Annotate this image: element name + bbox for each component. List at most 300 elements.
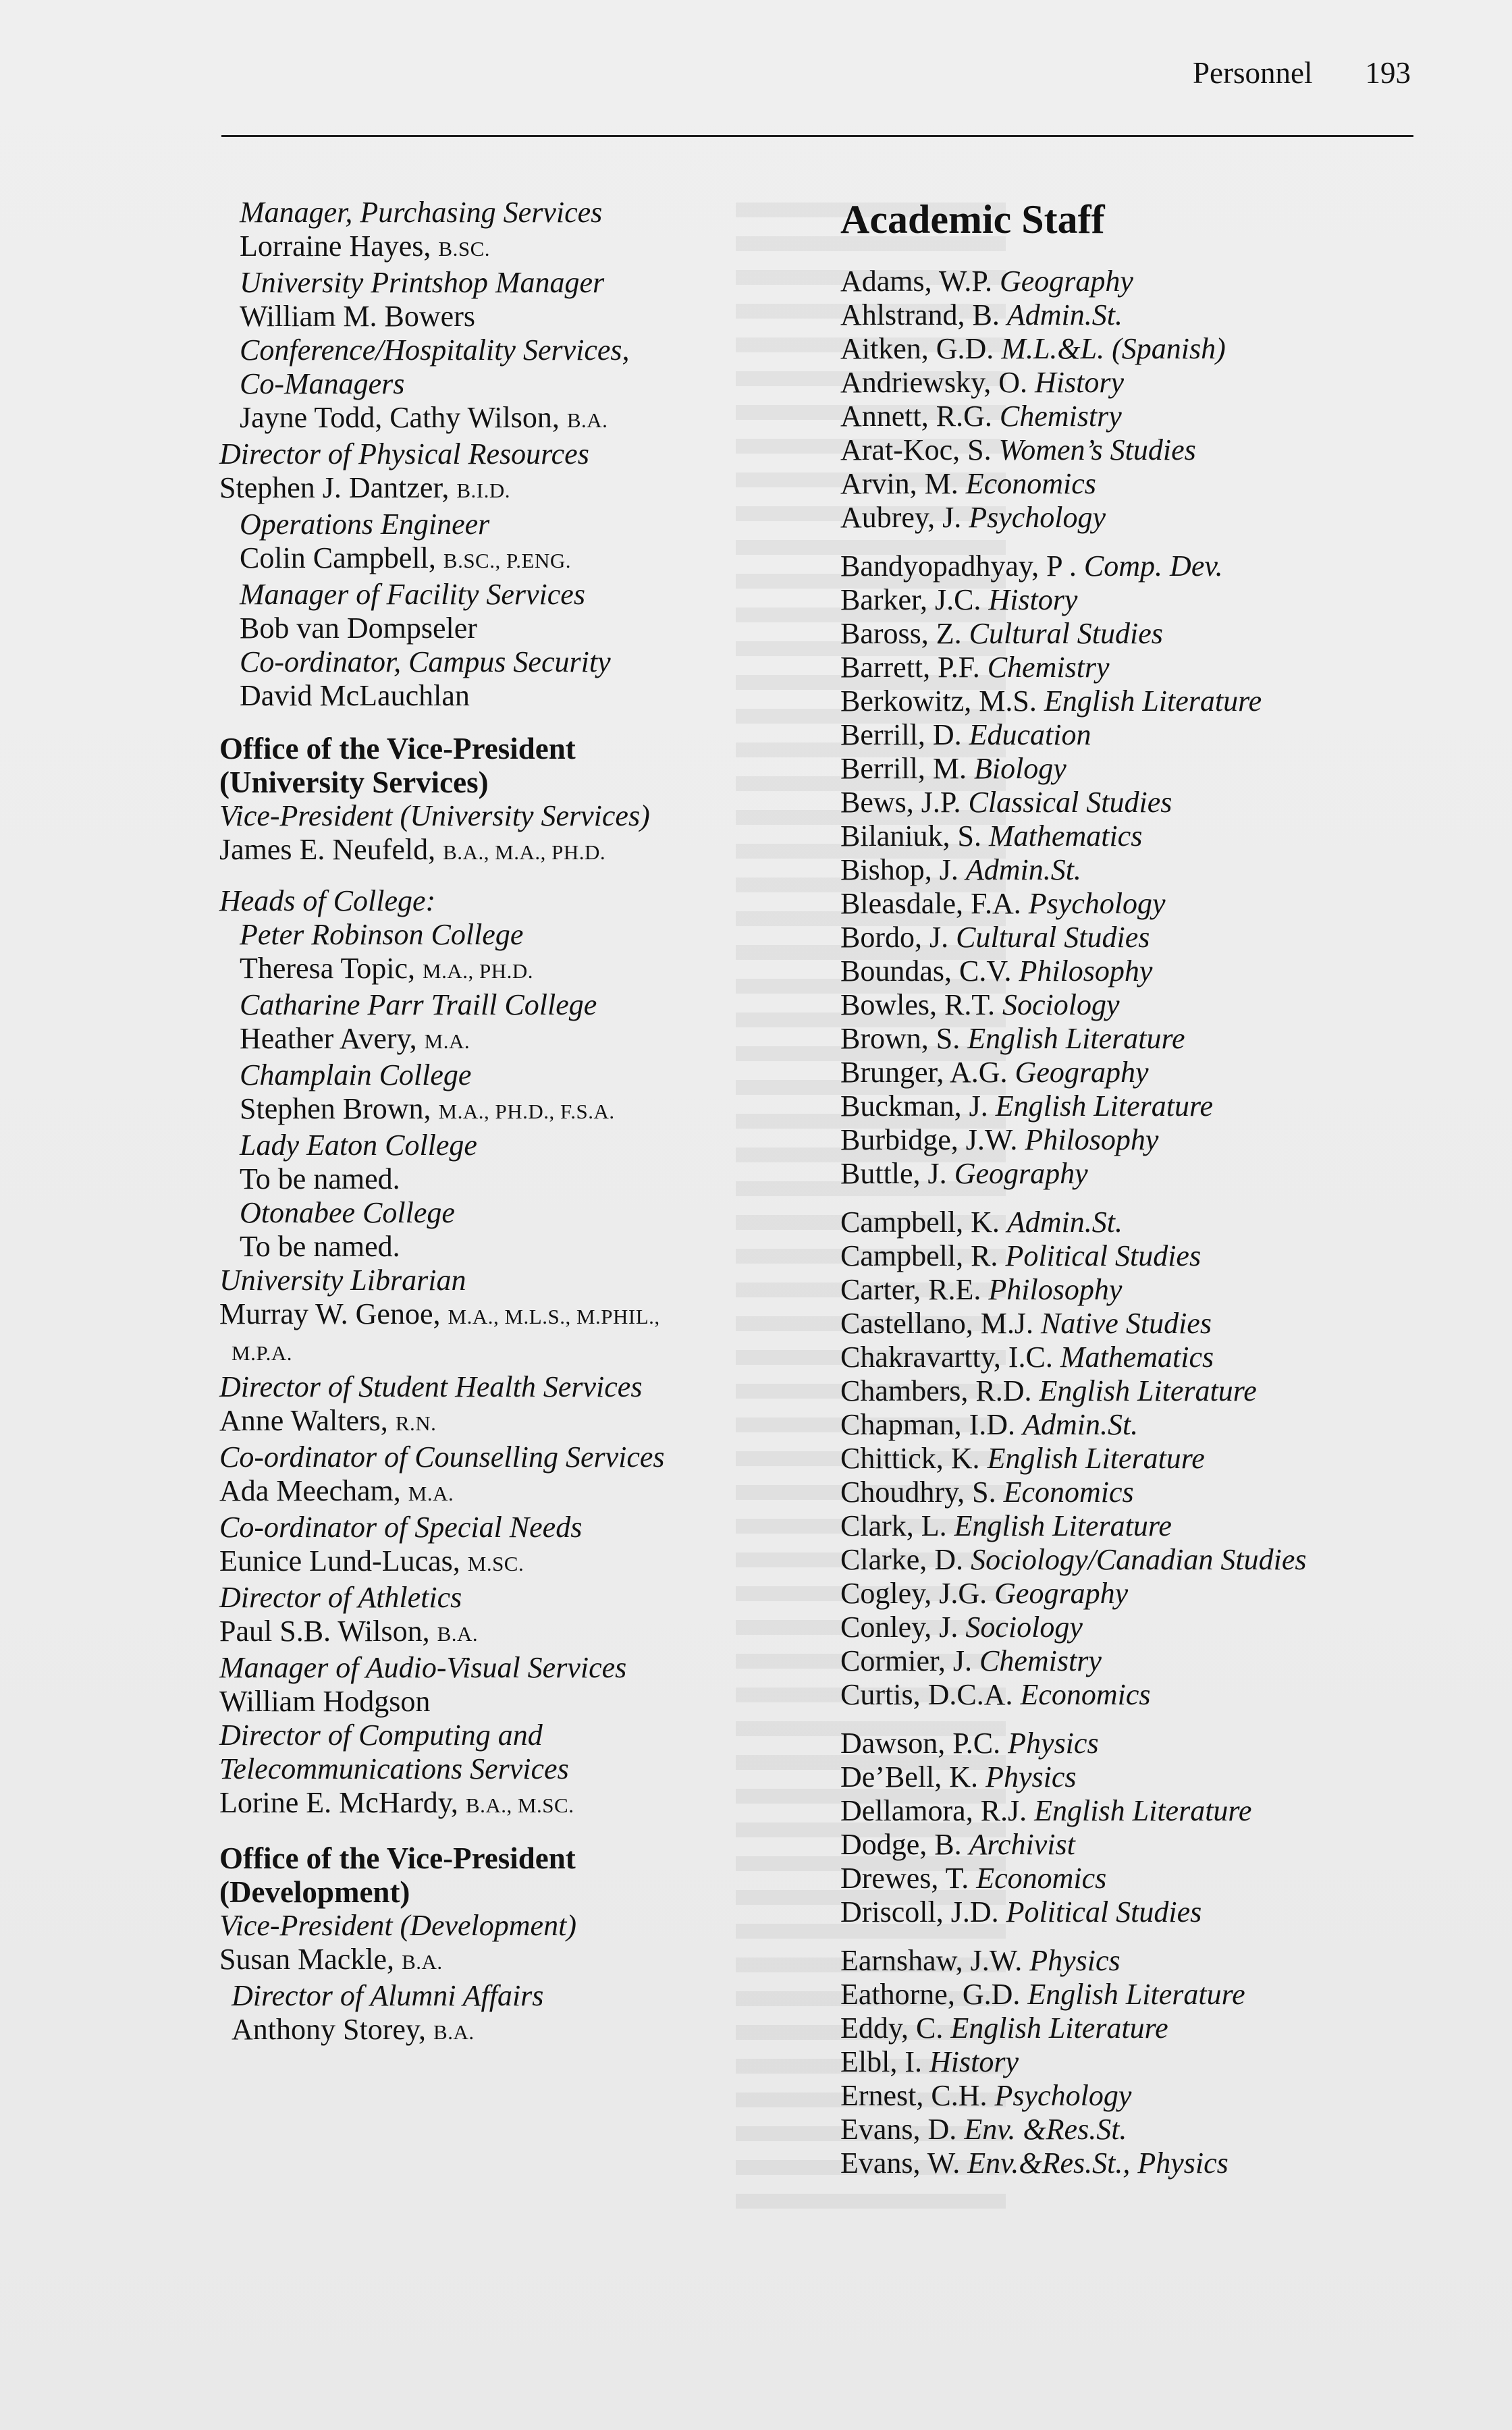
staff-name: De’Bell, K.: [840, 1760, 986, 1793]
person-name: [219, 833, 813, 869]
degree-credentials: B.SC.: [438, 237, 491, 261]
position-title: [219, 1651, 813, 1685]
staff-department: Economics: [965, 467, 1096, 500]
staff-department: History: [988, 583, 1078, 616]
degree-credentials: M.SC.: [467, 1552, 524, 1575]
staff-entry: [840, 265, 1448, 298]
entry-text: David McLauchlan: [240, 679, 470, 712]
entry-text: Theresa Topic,: [240, 952, 423, 985]
office-heading: [219, 732, 813, 765]
entry-text: To be named.: [240, 1230, 400, 1263]
position-title: [219, 1909, 813, 1943]
staff-department: Admin.St.: [1023, 1408, 1139, 1441]
staff-department: English Literature: [1039, 1374, 1257, 1407]
staff-department: Admin.St.: [1006, 298, 1123, 331]
position-title: [219, 1370, 813, 1404]
staff-name: Dawson, P.C.: [840, 1727, 1008, 1760]
person-name: [219, 1162, 813, 1196]
staff-department: Env. &Res.St.: [964, 2113, 1127, 2146]
staff-name: Campbell, R.: [840, 1239, 1006, 1272]
entry-text: Heads of College:: [219, 884, 436, 917]
staff-name: Carter, R.E.: [840, 1273, 989, 1306]
staff-entry: [840, 1273, 1448, 1307]
staff-department: Geography: [954, 1157, 1088, 1190]
staff-department: Cultural Studies: [969, 617, 1163, 650]
right-column-academic-staff: [840, 196, 1448, 2180]
staff-department: Geography: [994, 1577, 1129, 1610]
entry-text: Operations Engineer: [240, 508, 490, 541]
entry-text: Office of the Vice-President: [219, 732, 576, 765]
entry-text: (Development): [219, 1875, 410, 1909]
position-title: [219, 508, 813, 541]
staff-name: Bishop, J.: [840, 853, 966, 886]
staff-entry: [840, 1611, 1448, 1644]
staff-department: Chemistry: [987, 651, 1110, 684]
staff-name: Barrett, P.F.: [840, 651, 988, 684]
staff-name: Berrill, D.: [840, 718, 969, 751]
staff-list: [840, 265, 1448, 2180]
staff-entry: [840, 2045, 1448, 2079]
entry-text: Anne Walters,: [219, 1404, 396, 1437]
staff-department: Classical Studies: [968, 786, 1172, 819]
office-heading: [219, 1841, 813, 1875]
person-name: [219, 401, 813, 437]
staff-department: Economics: [976, 1862, 1107, 1895]
staff-department: Admin.St.: [965, 853, 1081, 886]
staff-department: Psychology: [969, 501, 1106, 534]
staff-department: Political Studies: [1006, 1895, 1202, 1928]
person-name: [219, 1615, 813, 1651]
academic-staff-title: Academic Staff: [840, 197, 1105, 242]
letter-group-spacer: [840, 1929, 1448, 1944]
degree-credentials: M.A.: [408, 1482, 454, 1505]
entry-text: Stephen Brown,: [240, 1092, 439, 1125]
staff-department: Admin.St.: [1006, 1206, 1123, 1239]
entry-text: Manager of Audio-Visual Services: [219, 1651, 627, 1684]
staff-department: Sociology/Canadian Studies: [971, 1543, 1307, 1576]
staff-name: Bleasdale, F.A.: [840, 887, 1029, 920]
entry-text: Stephen J. Dantzer,: [219, 471, 457, 504]
staff-name: Barker, J.C.: [840, 583, 989, 616]
position-title: [219, 1129, 813, 1162]
entry-text: Catharine Parr Traill College: [240, 988, 597, 1021]
person-name: [219, 1022, 813, 1058]
staff-entry: [840, 1307, 1448, 1341]
entry-text: Colin Campbell,: [240, 541, 443, 574]
entry-text: William M. Bowers: [240, 300, 475, 333]
spacer: [219, 713, 813, 732]
staff-name: Dodge, B.: [840, 1828, 969, 1861]
staff-name: Ernest, C.H.: [840, 2079, 995, 2112]
entry-text: Jayne Todd, Cathy Wilson,: [240, 401, 567, 434]
position-title: [219, 1752, 813, 1786]
entry-text: (University Services): [219, 765, 489, 799]
staff-entry: [840, 400, 1448, 433]
entry-text: Vice-President (University Services): [219, 799, 650, 832]
position-title: [219, 578, 813, 612]
staff-name: Conley, J.: [840, 1611, 966, 1644]
letter-group-spacer: [840, 1712, 1448, 1727]
person-name: [219, 541, 813, 578]
staff-entry: [840, 617, 1448, 651]
position-title: [219, 367, 813, 401]
staff-department: Economics: [1003, 1476, 1134, 1509]
entry-text: Lady Eaton College: [240, 1129, 477, 1162]
staff-name: Adams, W.P.: [840, 265, 1000, 298]
staff-name: Chittick, K.: [840, 1442, 988, 1475]
person-name: [219, 230, 813, 266]
staff-name: Cogley, J.G.: [840, 1577, 995, 1610]
staff-department: Psychology: [994, 2079, 1132, 2112]
staff-entry: [840, 1644, 1448, 1678]
staff-department: Geography: [1015, 1056, 1149, 1089]
staff-department: Women’s Studies: [998, 433, 1196, 466]
entry-text: Anthony Storey,: [232, 2013, 434, 2046]
staff-entry: [840, 1678, 1448, 1712]
staff-name: Cormier, J.: [840, 1644, 979, 1677]
staff-name: Drewes, T.: [840, 1862, 977, 1895]
staff-name: Aitken, G.D.: [840, 332, 1002, 365]
staff-name: Evans, W.: [840, 2146, 968, 2180]
position-title: [219, 799, 813, 833]
staff-name: Brunger, A.G.: [840, 1056, 1015, 1089]
person-name: [219, 1334, 813, 1370]
person-name: [219, 1297, 813, 1334]
spacer: [219, 869, 813, 884]
degree-credentials: B.A.: [566, 408, 608, 432]
staff-name: Evans, D.: [840, 2113, 965, 2146]
staff-entry: [840, 853, 1448, 887]
degree-credentials: B.A.: [433, 2020, 475, 2044]
position-title: [219, 437, 813, 471]
staff-entry: [840, 1727, 1448, 1760]
position-title: [219, 645, 813, 679]
position-title: [219, 1264, 813, 1297]
entry-text: James E. Neufeld,: [219, 833, 443, 866]
entry-text: Co-ordinator of Special Needs: [219, 1511, 583, 1544]
page-number: 193: [1365, 56, 1411, 90]
staff-name: Bews, J.P.: [840, 786, 969, 819]
staff-name: Andriewsky, O.: [840, 366, 1035, 399]
staff-department: Comp. Dev.: [1083, 549, 1223, 583]
staff-entry: [840, 1895, 1448, 1929]
staff-entry: [840, 1374, 1448, 1408]
staff-entry: [840, 366, 1448, 400]
staff-entry: [840, 786, 1448, 819]
staff-name: Ahlstrand, B.: [840, 298, 1007, 331]
entry-text: Eunice Lund-Lucas,: [219, 1544, 468, 1577]
person-name: [219, 1786, 813, 1823]
staff-department: Biology: [973, 752, 1066, 785]
entry-text: Susan Mackle,: [219, 1943, 402, 1976]
staff-department: Chemistry: [979, 1644, 1102, 1677]
staff-entry: [840, 887, 1448, 921]
staff-department: Cultural Studies: [956, 921, 1150, 954]
staff-name: Bilaniuk, S.: [840, 819, 990, 853]
position-title: [219, 918, 813, 952]
staff-entry: [840, 651, 1448, 684]
staff-entry: [840, 1862, 1448, 1895]
staff-name: Bordo, J.: [840, 921, 956, 954]
person-name: [219, 679, 813, 713]
person-name: [219, 1230, 813, 1264]
staff-entry: [840, 2012, 1448, 2045]
staff-name: Berrill, M.: [840, 752, 974, 785]
staff-department: Physics: [986, 1760, 1077, 1793]
staff-entry: [840, 1760, 1448, 1794]
degree-credentials: B.SC., P.ENG.: [443, 549, 571, 572]
entry-text: Manager of Facility Services: [240, 578, 585, 611]
staff-name: Bowles, R.T.: [840, 988, 1002, 1021]
person-name: [219, 1404, 813, 1440]
staff-name: Burbidge, J.W.: [840, 1123, 1025, 1156]
degree-credentials: B.A., M.SC.: [465, 1793, 574, 1817]
staff-name: Buckman, J.: [840, 1089, 996, 1123]
person-name: [219, 1943, 813, 1979]
staff-department: English Literature: [995, 1089, 1214, 1123]
letter-group-spacer: [840, 535, 1448, 549]
staff-department: Native Studies: [1040, 1307, 1212, 1340]
staff-entry: [840, 1543, 1448, 1577]
staff-name: Boundas, C.V.: [840, 954, 1019, 988]
person-name: [219, 1474, 813, 1511]
office-heading: [219, 1875, 813, 1909]
staff-name: Bandyopadhyay, P .: [840, 549, 1084, 583]
entry-text: William Hodgson: [219, 1685, 431, 1718]
staff-department: Psychology: [1028, 887, 1166, 920]
staff-entry: [840, 718, 1448, 752]
entry-text: Office of the Vice-President: [219, 1841, 576, 1875]
person-name: [219, 1685, 813, 1719]
degree-credentials: B.I.D.: [456, 479, 510, 502]
staff-name: Dellamora, R.J.: [840, 1794, 1035, 1827]
entry-text: Heather Avery,: [240, 1022, 425, 1055]
degree-credentials: R.N.: [395, 1411, 437, 1435]
staff-entry: [840, 1408, 1448, 1442]
staff-name: Curtis, D.C.A.: [840, 1678, 1021, 1711]
staff-name: Eddy, C.: [840, 2012, 951, 2045]
staff-department: Philosophy: [1019, 954, 1153, 988]
staff-department: English Literature: [987, 1442, 1205, 1475]
staff-entry: [840, 988, 1448, 1022]
staff-department: Sociology: [965, 1611, 1083, 1644]
entry-text: Peter Robinson College: [240, 918, 524, 951]
position-title: [219, 1979, 813, 2013]
staff-entry: [840, 1476, 1448, 1509]
staff-department: Mathematics: [989, 819, 1143, 853]
entry-text: Director of Computing and: [219, 1719, 543, 1752]
staff-entry: [840, 1509, 1448, 1543]
entry-text: Conference/Hospitality Services,: [240, 333, 630, 367]
position-title: [219, 266, 813, 300]
staff-department: History: [929, 2045, 1019, 2078]
entry-text: Lorraine Hayes,: [240, 230, 439, 263]
staff-department: Geography: [999, 265, 1133, 298]
staff-department: English Literature: [954, 1509, 1172, 1542]
person-name: [219, 612, 813, 645]
staff-name: Berkowitz, M.S.: [840, 684, 1044, 718]
staff-entry: [840, 2113, 1448, 2146]
entry-text: University Printshop Manager: [240, 266, 605, 299]
staff-entry: [840, 433, 1448, 467]
staff-entry: [840, 1089, 1448, 1123]
staff-entry: [840, 1239, 1448, 1273]
staff-department: Archivist: [969, 1828, 1075, 1861]
staff-name: Chambers, R.D.: [840, 1374, 1040, 1407]
entry-text: Murray W. Genoe,: [219, 1297, 448, 1330]
staff-name: Buttle, J.: [840, 1157, 954, 1190]
staff-department: Physics: [1029, 1944, 1120, 1977]
staff-name: Clark, L.: [840, 1509, 954, 1542]
staff-department: English Literature: [1027, 1978, 1245, 2011]
staff-entry: [840, 549, 1448, 583]
header-rule: [221, 135, 1413, 137]
staff-department: Physics: [1008, 1727, 1099, 1760]
entry-text: Otonabee College: [240, 1196, 455, 1229]
staff-name: Annett, R.G.: [840, 400, 1000, 433]
entry-text: Lorine E. McHardy,: [219, 1786, 466, 1819]
entry-text: Co-ordinator, Campus Security: [240, 645, 611, 678]
staff-entry: [840, 684, 1448, 718]
staff-department: English Literature: [1044, 684, 1262, 718]
staff-entry: [840, 583, 1448, 617]
entry-text: Ada Meecham,: [219, 1474, 408, 1507]
staff-entry: [840, 1442, 1448, 1476]
staff-name: Campbell, K.: [840, 1206, 1007, 1239]
entry-text: Director of Student Health Services: [219, 1370, 643, 1403]
staff-name: Driscoll, J.D.: [840, 1895, 1006, 1928]
degree-credentials: M.A.: [424, 1029, 470, 1053]
staff-name: Castellano, M.J.: [840, 1307, 1041, 1340]
office-heading: [219, 765, 813, 799]
entry-text: Director of Alumni Affairs: [232, 1979, 544, 2012]
staff-department: Env.&Res.St., Physics: [967, 2146, 1228, 2180]
staff-department: Philosophy: [1025, 1123, 1159, 1156]
staff-entry: [840, 1056, 1448, 1089]
staff-entry: [840, 921, 1448, 954]
staff-name: Arvin, M.: [840, 467, 966, 500]
staff-department: Sociology: [1002, 988, 1120, 1021]
staff-department: History: [1035, 366, 1124, 399]
degree-credentials: M.P.A.: [232, 1341, 293, 1365]
entry-text: Paul S.B. Wilson,: [219, 1615, 437, 1648]
entry-text: Director of Athletics: [219, 1581, 462, 1614]
degree-credentials: B.A., M.A., PH.D.: [443, 840, 606, 864]
degree-credentials: M.A., PH.D.: [423, 959, 533, 983]
staff-entry: [840, 501, 1448, 535]
position-title: [219, 1058, 813, 1092]
staff-entry: [840, 1123, 1448, 1157]
running-head: [1193, 55, 1411, 90]
entry-text: Telecommunications Services: [219, 1752, 569, 1785]
staff-entry: [840, 752, 1448, 786]
staff-entry: [840, 954, 1448, 988]
entry-text: Co-ordinator of Counselling Services: [219, 1440, 665, 1474]
degree-credentials: B.A.: [437, 1622, 479, 1646]
staff-name: Clarke, D.: [840, 1543, 971, 1576]
position-title: [219, 1719, 813, 1752]
position-title: [219, 1511, 813, 1544]
staff-entry: [840, 2079, 1448, 2113]
staff-entry: [840, 1978, 1448, 2012]
position-title: [219, 1581, 813, 1615]
staff-department: Philosophy: [988, 1273, 1123, 1306]
entry-text: University Librarian: [219, 1264, 466, 1297]
staff-entry: [840, 1828, 1448, 1862]
staff-entry: [840, 1944, 1448, 1978]
staff-name: Eathorne, G.D.: [840, 1978, 1028, 2011]
degree-credentials: B.A.: [402, 1950, 443, 1974]
position-title: [219, 196, 813, 230]
staff-name: Arat-Koc, S.: [840, 433, 999, 466]
staff-name: Baross, Z.: [840, 617, 969, 650]
staff-department: M.L.&L. (Spanish): [1001, 332, 1226, 365]
staff-entry: [840, 1577, 1448, 1611]
section-name: Personnel: [1193, 56, 1313, 90]
staff-entry: [840, 298, 1448, 332]
staff-department: Mathematics: [1060, 1341, 1214, 1374]
entry-text: Manager, Purchasing Services: [240, 196, 603, 229]
staff-name: Earnshaw, J.W.: [840, 1944, 1030, 1977]
staff-name: Choudhry, S.: [840, 1476, 1004, 1509]
person-name: [219, 952, 813, 988]
staff-entry: [840, 1794, 1448, 1828]
entry-text: Co-Managers: [240, 367, 405, 400]
person-name: [219, 300, 813, 333]
position-title: [219, 1196, 813, 1230]
staff-entry: [840, 332, 1448, 366]
staff-department: English Literature: [1034, 1794, 1252, 1827]
staff-entry: [840, 1157, 1448, 1191]
position-title: [219, 988, 813, 1022]
staff-name: Chakravartty, I.C.: [840, 1341, 1060, 1374]
degree-credentials: M.A., PH.D., F.S.A.: [438, 1100, 615, 1123]
staff-entry: [840, 819, 1448, 853]
staff-entry: [840, 467, 1448, 501]
staff-department: Political Studies: [1005, 1239, 1202, 1272]
person-name: [219, 1544, 813, 1581]
staff-department: Education: [969, 718, 1091, 751]
staff-department: Chemistry: [999, 400, 1122, 433]
position-title: [219, 884, 813, 918]
entry-text: Champlain College: [240, 1058, 472, 1091]
staff-name: Elbl, I.: [840, 2045, 929, 2078]
person-name: [219, 1092, 813, 1129]
position-title: [219, 333, 813, 367]
entry-text: To be named.: [240, 1162, 400, 1195]
entry-text: Vice-President (Development): [219, 1909, 576, 1942]
staff-department: English Literature: [950, 2012, 1168, 2045]
spacer: [219, 1823, 813, 1841]
left-column-personnel: [219, 196, 813, 2049]
staff-name: Aubrey, J.: [840, 501, 969, 534]
staff-entry: [840, 1022, 1448, 1056]
person-name: [219, 471, 813, 508]
staff-entry: [840, 2146, 1448, 2180]
letter-group-spacer: [840, 1191, 1448, 1206]
entry-text: Bob van Dompseler: [240, 612, 477, 645]
position-title: [219, 1440, 813, 1474]
staff-department: English Literature: [967, 1022, 1185, 1055]
person-name: [219, 2013, 813, 2049]
staff-department: Economics: [1020, 1678, 1151, 1711]
degree-credentials: M.A., M.L.S., M.PHIL.,: [448, 1305, 660, 1328]
entry-text: Director of Physical Resources: [219, 437, 589, 470]
staff-name: Chapman, I.D.: [840, 1408, 1023, 1441]
staff-entry: [840, 1341, 1448, 1374]
staff-entry: [840, 1206, 1448, 1239]
staff-name: Brown, S.: [840, 1022, 968, 1055]
